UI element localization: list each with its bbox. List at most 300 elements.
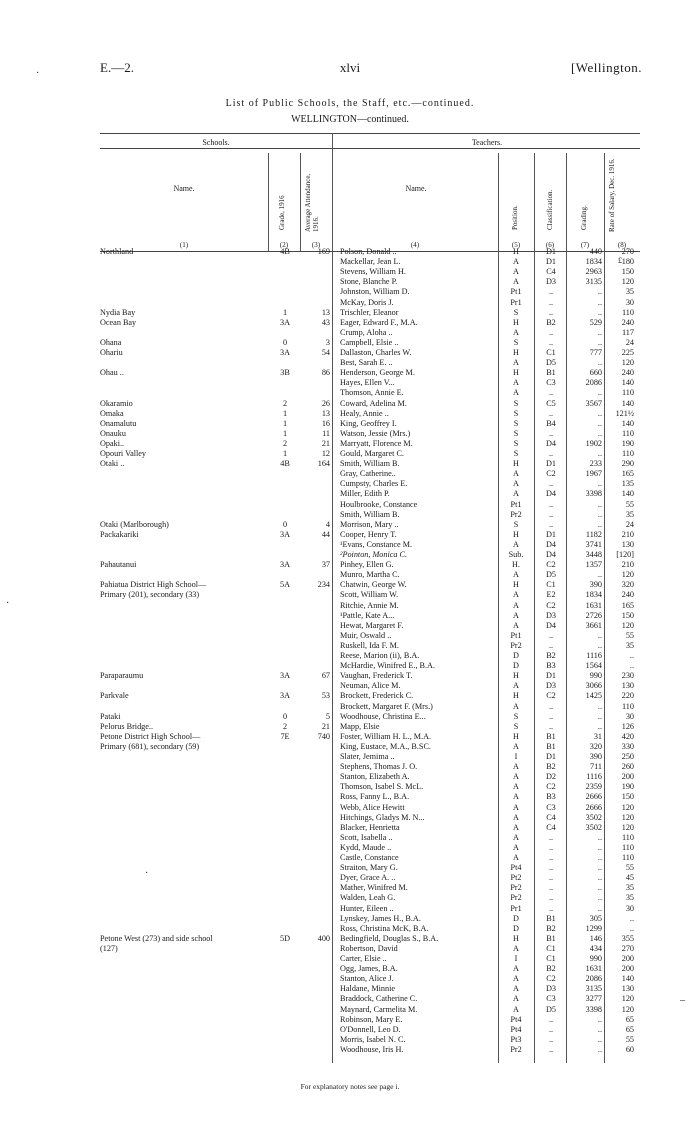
attendance-cell: 43 xyxy=(321,317,330,327)
position-cell: A xyxy=(513,327,519,337)
grade-cell: 0 xyxy=(282,519,288,529)
position-cell: A xyxy=(513,620,519,630)
classification-cell: C1 xyxy=(546,943,556,953)
position-cell: A xyxy=(513,842,519,852)
teacher-name: Webb, Alice Hewitt xyxy=(340,802,405,812)
grade-cell: 0 xyxy=(282,711,288,721)
teacher-name: Ritchie, Annie M. xyxy=(340,600,399,610)
salary-cell: 110 xyxy=(622,307,634,317)
salary-cell: 140 xyxy=(621,378,634,388)
teacher-name: ¹Pattle, Kate A... xyxy=(340,610,395,620)
teacher-name: McKay, Doris J. xyxy=(340,297,394,307)
classification-cell: D1 xyxy=(545,529,556,539)
attendance-cell: 169 xyxy=(317,247,330,256)
teacher-name: Henderson, George M. xyxy=(340,368,415,378)
teacher-name: Eager, Edward F., M.A. xyxy=(340,317,418,327)
grading-cell: .. xyxy=(597,701,602,711)
classification-cell: B2 xyxy=(546,317,556,327)
position-cell: S xyxy=(513,307,519,317)
classification-cell: .. xyxy=(548,297,554,307)
position-cell: A xyxy=(513,802,519,812)
footnote: For explanatory notes see page i. xyxy=(300,1082,400,1091)
salary-cell: 35 xyxy=(625,509,634,519)
grading-cell: 2726 xyxy=(585,610,602,620)
grade-cell: 1 xyxy=(282,408,288,418)
classification-cell: .. xyxy=(548,863,554,873)
salary-cell: 126 xyxy=(621,721,634,731)
teacher-name: Ruskell, Ida F. M. xyxy=(340,640,399,650)
grading-cell: 529 xyxy=(589,317,602,327)
teacher-name: Walden, Leah G. xyxy=(340,893,396,903)
salary-cell: 110 xyxy=(622,842,634,852)
grade-cell: 3A xyxy=(279,317,290,327)
grade-cell: 2 xyxy=(282,398,288,408)
salary-cell: 165 xyxy=(621,469,634,479)
grading-cell: .. xyxy=(597,358,602,368)
teacher-name: Gould, Margaret C. xyxy=(340,449,404,458)
teacher-name: Pinhey, Ellen G. xyxy=(340,560,394,570)
salary-cell: 55 xyxy=(625,499,634,509)
salary-cell: .. xyxy=(629,913,634,923)
teacher-name: Ogg, James, B.A. xyxy=(340,964,398,974)
grading-cell: 2963 xyxy=(585,267,602,277)
grading-cell: .. xyxy=(597,832,602,842)
school-name: Primary (201), secondary (33) xyxy=(100,590,200,600)
attendance-cell: 13 xyxy=(321,408,330,418)
grading-cell: .. xyxy=(597,428,602,438)
classification-cell: D4 xyxy=(545,438,556,448)
classification-cell: .. xyxy=(548,883,554,893)
classification-cell: D3 xyxy=(545,277,556,287)
salary-cell: 35 xyxy=(625,287,634,297)
attendance-cell: 16 xyxy=(321,418,330,428)
school-name-header: Name. xyxy=(173,184,195,193)
teacher-name: Haldane, Minnie xyxy=(340,984,396,994)
grading-cell: .. xyxy=(597,327,602,337)
grade-cell: 4B xyxy=(280,247,290,256)
position-cell: A xyxy=(513,257,519,267)
teacher-name: Scott, Isabella .. xyxy=(340,832,393,842)
salary-cell: 110 xyxy=(622,388,634,398)
grading-cell: .. xyxy=(597,863,602,873)
salary-cell: 120 xyxy=(621,822,634,832)
grading-cell: 777 xyxy=(589,348,602,357)
grading-cell: 3448 xyxy=(585,550,602,559)
classification-cell: C4 xyxy=(546,267,556,277)
salary-cell: 110 xyxy=(622,449,634,458)
grading-cell: .. xyxy=(597,287,602,297)
position-cell: S xyxy=(513,438,519,448)
position-cell: A xyxy=(513,378,519,388)
teacher-name: Slater, Jemima .. xyxy=(340,752,395,761)
column-number: (1) xyxy=(179,241,189,249)
position-cell: A xyxy=(513,741,519,751)
school-name: Ohau .. xyxy=(100,368,124,378)
grading-cell: .. xyxy=(597,842,602,852)
teacher-name: Cooper, Henry T. xyxy=(340,529,397,539)
salary-cell: 240 xyxy=(621,590,634,600)
teacher-name: King, Geoffrey I. xyxy=(340,418,397,428)
teacher-name: Chatwin, George W. xyxy=(340,580,407,590)
grading-cell: 434 xyxy=(589,943,602,953)
school-name: Northland xyxy=(100,247,134,256)
classification-cell: C1 xyxy=(546,348,556,357)
classification-cell: B2 xyxy=(546,923,556,933)
teacher-name: Neuman, Alice M. xyxy=(340,681,401,691)
grading-cell: 2086 xyxy=(585,378,602,388)
page-title: List of Public Schools, the Staff, etc.—continued. xyxy=(225,98,475,109)
classification-cell: D1 xyxy=(545,752,556,761)
col-divider xyxy=(300,153,301,251)
position-cell: Pt4 xyxy=(510,1014,522,1024)
classification-cell: .. xyxy=(548,1014,554,1024)
grading-cell: .. xyxy=(597,711,602,721)
attendance-cell: 400 xyxy=(317,933,330,943)
grading-cell: 146 xyxy=(589,933,602,943)
school-name: Pahautanui xyxy=(100,560,137,570)
attendance-cell: 37 xyxy=(321,560,330,570)
salary-cell: 120 xyxy=(621,358,634,368)
teacher-name: Morrison, Mary .. xyxy=(340,519,399,529)
classification-cell: B2 xyxy=(546,964,556,974)
attendance-cell: 164 xyxy=(317,459,330,469)
grade-cell: 4B xyxy=(280,459,290,469)
salary-cell: 55 xyxy=(625,863,634,873)
grading-cell: 1967 xyxy=(585,469,602,479)
salary-cell: 220 xyxy=(621,691,634,701)
classification-cell: D2 xyxy=(545,772,556,782)
teacher-name: Straiton, Mary G. xyxy=(340,863,398,873)
position-cell: A xyxy=(513,600,519,610)
teacher-name: Mackellar, Jean L. xyxy=(340,257,401,267)
salary-cell: 24 xyxy=(625,519,634,529)
teacher-name: Thomson, Annie E. xyxy=(340,388,404,398)
classification-cell: C4 xyxy=(546,822,556,832)
position-cell: D xyxy=(513,913,519,923)
teacher-name: Maynard, Carmelita M. xyxy=(340,1004,418,1014)
classification-cell: D3 xyxy=(545,984,556,994)
col-divider xyxy=(498,153,499,1063)
salary-cell: 240 xyxy=(621,317,634,327)
teacher-name: Hayes, Ellen V... xyxy=(340,378,395,388)
salary-cell: 355 xyxy=(621,933,634,943)
position-cell: A xyxy=(513,792,519,802)
classification-cell: .. xyxy=(548,307,554,317)
grading-cell: .. xyxy=(597,509,602,519)
teacher-name: Brockett, Frederick C. xyxy=(340,691,414,701)
position-cell: A xyxy=(513,539,519,549)
grading-cell: .. xyxy=(597,893,602,903)
classification-cell: D4 xyxy=(545,620,556,630)
classification-cell: B3 xyxy=(546,661,556,671)
attendance-header: Average Attendance, 1916. xyxy=(304,173,320,232)
classification-cell: .. xyxy=(548,701,554,711)
salary-cell: .. xyxy=(629,661,634,671)
teacher-name: Carter, Elsie .. xyxy=(340,954,387,963)
school-name: Opouri Valley xyxy=(100,449,147,458)
position-cell: Pr2 xyxy=(510,1044,522,1054)
salary-cell: 130 xyxy=(621,681,634,691)
grading-cell: .. xyxy=(597,449,602,458)
classification-cell: D1 xyxy=(545,257,556,267)
salary-cell: 120 xyxy=(621,620,634,630)
teacher-name: Brockett, Margaret F. (Mrs.) xyxy=(340,701,433,711)
grading-cell: 233 xyxy=(589,459,602,469)
teacher-name: Kydd, Maude .. xyxy=(340,842,392,852)
grade-cell: 3A xyxy=(279,529,290,539)
salary-cell: 35 xyxy=(625,640,634,650)
salary-cell: 225 xyxy=(621,348,634,357)
salary-cell: 65 xyxy=(625,1024,634,1034)
grading-cell: 990 xyxy=(589,954,602,963)
position-cell: H xyxy=(513,933,519,943)
grading-cell: 3741 xyxy=(585,539,602,549)
teacher-name: Blacker, Henrietta xyxy=(340,822,400,832)
grading-cell: 2086 xyxy=(585,974,602,984)
classification-cell: C2 xyxy=(546,691,556,701)
classification-cell: .. xyxy=(548,630,554,640)
grading-cell: 1116 xyxy=(586,772,602,782)
salary-cell: 165 xyxy=(621,600,634,610)
position-cell: Sub. xyxy=(508,550,524,559)
teacher-name: Dyer, Grace A. .. xyxy=(340,873,396,883)
position-cell: Pt4 xyxy=(510,863,522,873)
teacher-name: Healy, Annie .. xyxy=(340,408,389,418)
teacher-name: Smith, William B. xyxy=(340,509,400,519)
grading-cell: 3066 xyxy=(585,681,602,691)
classification-cell: D5 xyxy=(545,358,556,368)
grading-cell: 1564 xyxy=(585,661,602,671)
position-cell: Pr2 xyxy=(510,893,522,903)
teacher-name: Bedingfield, Douglas S., B.A. xyxy=(340,933,439,943)
col-divider xyxy=(566,153,567,1063)
classification-cell: .. xyxy=(548,842,554,852)
grading-cell: .. xyxy=(597,640,602,650)
position-cell: Pt3 xyxy=(510,1034,522,1044)
salary-cell: 117 xyxy=(622,327,634,337)
position-cell: A xyxy=(513,590,519,600)
classification-header: Classification. xyxy=(546,189,554,230)
position-cell: A xyxy=(513,701,519,711)
grading-cell: 3502 xyxy=(585,822,602,832)
position-cell: I xyxy=(514,954,518,963)
position-cell: A xyxy=(513,267,519,277)
position-cell: H. xyxy=(512,560,520,570)
teacher-name: McHardie, Winifred E., B.A. xyxy=(340,661,436,671)
teacher-name: Smith, William B. xyxy=(340,459,400,469)
grade-cell: 1 xyxy=(282,449,288,458)
position-cell: A xyxy=(513,943,519,953)
school-name: Packakariki xyxy=(100,529,139,539)
teacher-name: Munro, Martha C. xyxy=(340,570,400,580)
teacher-name: Stanton, Elizabeth A. xyxy=(340,772,410,782)
attendance-cell: 3 xyxy=(325,337,330,347)
position-cell: I xyxy=(514,752,518,761)
classification-cell: .. xyxy=(548,449,554,458)
classification-cell: .. xyxy=(548,721,554,731)
teacher-name: Mather, Winifred M. xyxy=(340,883,408,893)
col-divider xyxy=(332,133,333,1063)
position-cell: A xyxy=(513,681,519,691)
classification-cell: C3 xyxy=(546,378,556,388)
classification-cell: .. xyxy=(548,853,554,862)
salary-cell: 35 xyxy=(625,893,634,903)
grade-cell: 3A xyxy=(279,560,290,570)
position-cell: Pr1 xyxy=(510,297,522,307)
grade-cell: 1 xyxy=(282,428,288,438)
attendance-cell: 54 xyxy=(321,348,330,357)
teacher-name: Hewat, Margaret F. xyxy=(340,620,404,630)
classification-cell: .. xyxy=(548,711,554,721)
classification-cell: C4 xyxy=(546,812,556,822)
teacher-name: Ross, Fanny L., B.A. xyxy=(340,792,410,802)
school-name: Otaki .. xyxy=(100,459,125,469)
teacher-name: Watson, Jessie (Mrs.) xyxy=(340,428,411,438)
grading-cell: .. xyxy=(597,873,602,883)
salary-cell: 140 xyxy=(621,418,634,428)
grade-cell: 3A xyxy=(279,691,290,701)
salary-cell: 270 xyxy=(621,943,634,953)
school-name: Onamalutu xyxy=(100,418,137,428)
classification-cell: B2 xyxy=(546,762,556,772)
teacher-name: Robertson, David xyxy=(340,943,398,953)
position-cell: A xyxy=(513,984,519,994)
salary-cell: 270 xyxy=(621,247,634,256)
salary-cell: 150 xyxy=(621,610,634,620)
position-cell: H xyxy=(513,348,519,357)
salary-cell: 35 xyxy=(625,883,634,893)
classification-cell: D1 xyxy=(545,247,556,256)
grading-cell: .. xyxy=(597,307,602,317)
classification-cell: B3 xyxy=(546,792,556,802)
position-cell: Pr2 xyxy=(510,883,522,893)
school-name: Ohana xyxy=(100,337,122,347)
salary-cell: 110 xyxy=(622,832,634,842)
teacher-name: O'Donnell, Leo D. xyxy=(340,1024,401,1034)
salary-cell: 65 xyxy=(625,1014,634,1024)
classification-cell: C1 xyxy=(546,954,556,963)
school-name: Pelorus Bridge.. xyxy=(100,721,153,731)
grading-cell: .. xyxy=(597,721,602,731)
grading-cell: 390 xyxy=(589,580,602,590)
teacher-name: Trischler, Eleanor xyxy=(340,307,399,317)
teacher-name-header: Name. xyxy=(405,184,427,193)
grading-cell: 305 xyxy=(589,913,602,923)
salary-cell: 30 xyxy=(625,711,634,721)
attendance-cell: 86 xyxy=(321,368,330,378)
classification-cell: .. xyxy=(548,873,554,883)
salary-cell: 290 xyxy=(621,459,634,469)
salary-cell: 30 xyxy=(625,297,634,307)
school-name: Paraparaumu xyxy=(100,671,144,681)
classification-cell: .. xyxy=(548,640,554,650)
salary-cell: 210 xyxy=(621,560,634,570)
school-name: Petone District High School— xyxy=(100,731,201,741)
col-divider xyxy=(268,153,269,251)
attendance-cell: 740 xyxy=(317,731,330,741)
position-cell: H xyxy=(513,529,519,539)
grading-cell: 1425 xyxy=(585,691,602,701)
position-cell: H xyxy=(513,671,519,681)
position-cell: Pr1 xyxy=(510,903,522,913)
teacher-name: Stephens, Thomas J. O. xyxy=(340,762,418,772)
salary-cell: 120 xyxy=(621,812,634,822)
salary-cell: 240 xyxy=(621,368,634,378)
classification-cell: .. xyxy=(548,893,554,903)
school-name: Parkvale xyxy=(100,691,129,701)
grading-cell: 3398 xyxy=(585,489,602,499)
grading-cell: .. xyxy=(597,408,602,418)
position-cell: H xyxy=(513,317,519,327)
position-cell: A xyxy=(513,610,519,620)
attendance-cell: 12 xyxy=(321,449,330,458)
position-cell: Pt1 xyxy=(510,287,522,297)
grading-cell: 1631 xyxy=(585,964,602,974)
margin-mark: · xyxy=(36,68,40,79)
grading-cell: 31 xyxy=(593,731,602,741)
salary-cell: 55 xyxy=(625,630,634,640)
grading-cell: .. xyxy=(597,570,602,580)
attendance-cell: 234 xyxy=(317,580,330,590)
grading-cell: 1299 xyxy=(585,923,602,933)
classification-cell: .. xyxy=(548,499,554,509)
position-cell: H xyxy=(513,368,519,378)
grading-cell: .. xyxy=(597,499,602,509)
classification-cell: B1 xyxy=(546,913,556,923)
salary-cell: 55 xyxy=(625,1034,634,1044)
salary-cell: .. xyxy=(629,651,634,660)
teacher-name: Hunter, Eileen .. xyxy=(340,903,394,913)
grade-cell: 1 xyxy=(282,307,288,317)
teachers-group-header: Teachers. xyxy=(471,138,503,147)
teacher-name: Morris, Isabel N. C. xyxy=(340,1034,406,1044)
position-cell: S xyxy=(513,408,519,418)
position-cell: A xyxy=(513,994,519,1004)
grading-cell: 1182 xyxy=(585,529,602,539)
classification-cell: .. xyxy=(548,327,554,337)
column-number: (6) xyxy=(545,241,555,249)
salary-cell: 140 xyxy=(621,398,634,408)
salary-cell: 210 xyxy=(621,529,634,539)
grading-cell: .. xyxy=(597,479,602,489)
classification-cell: D4 xyxy=(545,489,556,499)
classification-cell: .. xyxy=(548,479,554,489)
attendance-cell: 53 xyxy=(321,691,330,701)
top-rule xyxy=(100,133,640,134)
teacher-name: Castle, Constance xyxy=(340,853,399,862)
attendance-cell: 21 xyxy=(321,438,330,448)
position-cell: A xyxy=(513,489,519,499)
classification-cell: .. xyxy=(548,1044,554,1054)
grading-cell: .. xyxy=(597,388,602,398)
classification-cell: B1 xyxy=(546,741,556,751)
grade-cell: 3A xyxy=(279,671,290,681)
salary-cell: 121½ xyxy=(615,408,634,418)
salary-cell: 120 xyxy=(621,277,634,287)
salary-cell: 24 xyxy=(625,337,634,347)
position-cell: A xyxy=(513,853,519,862)
school-name: Ohariu xyxy=(100,348,123,357)
teacher-name: Dallaston, Charles W. xyxy=(340,348,412,357)
column-number: (8) xyxy=(617,241,627,249)
position-cell: A xyxy=(513,812,519,822)
classification-cell: .. xyxy=(548,388,554,398)
salary-cell: 30 xyxy=(625,903,634,913)
teacher-name: Johnston, William D. xyxy=(340,287,410,297)
position-cell: A xyxy=(513,822,519,832)
position-cell: Pt2 xyxy=(510,873,522,883)
attendance-cell: 4 xyxy=(325,519,330,529)
